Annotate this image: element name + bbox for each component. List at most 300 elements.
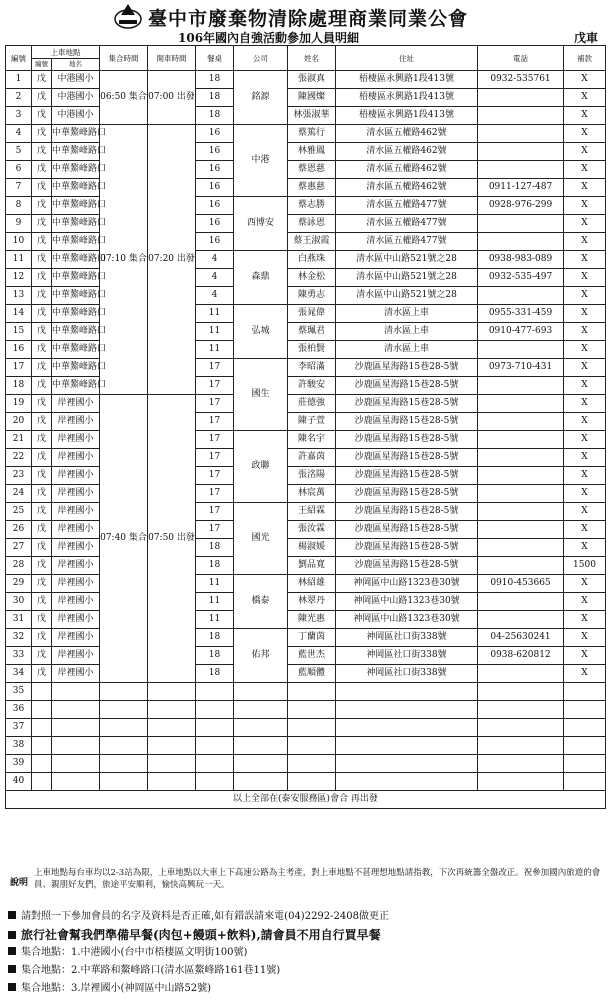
phone: 0928-976-299 [478, 197, 564, 215]
phone [478, 431, 564, 449]
table-row [6, 179, 606, 197]
pickup-name: 岸裡國小 [52, 485, 100, 503]
phone [478, 611, 564, 629]
extra-payment: X [564, 269, 606, 287]
pickup-code: 戊 [32, 179, 52, 197]
address: 神岡區中山路1323巷30號 [336, 593, 478, 611]
phone [478, 737, 564, 755]
depart-time: 07:50 出發 [148, 395, 196, 683]
pickup-code [32, 755, 52, 773]
person-name: 林張淑華 [288, 107, 336, 125]
col-header-pickup-name: 地名 [52, 59, 100, 71]
row-no: 9 [6, 215, 32, 233]
pickup-code: 戊 [32, 647, 52, 665]
notes-text: 上車地點每台車均以2-3站為限，上車地點以大車上下高速公路為主考產，對上車地點不甚理想地點請指教，下次再統籌全盤改正。祝參加國內旅遊的會員、親朋好友們，旅途平安順利，愉快高興玩一天。 [34, 868, 601, 890]
seat: 16 [196, 143, 234, 161]
extra-payment: X [564, 197, 606, 215]
company: 中港 [234, 125, 288, 197]
notes-label: 說明 [10, 878, 29, 888]
address: 沙鹿區星海路15巷28-5號 [336, 359, 478, 377]
table-row [6, 89, 606, 107]
pickup-name: 中華鰲峰路口 [52, 269, 100, 287]
company [234, 683, 288, 701]
person-name: 蔡惠慈 [288, 179, 336, 197]
assemble-time [100, 755, 148, 773]
address: 清水區五權路477號 [336, 233, 478, 251]
square-bullet-icon [8, 931, 16, 939]
pickup-code: 戊 [32, 251, 52, 269]
extra-payment: X [564, 71, 606, 89]
table-body [6, 71, 606, 791]
col-header-extra: 補款 [564, 46, 606, 71]
seat: 18 [196, 89, 234, 107]
extra-payment: X [564, 647, 606, 665]
pickup-name: 中華鰲峰路口 [52, 287, 100, 305]
company: 國光 [234, 503, 288, 575]
pickup-code: 戊 [32, 269, 52, 287]
person-name [288, 683, 336, 701]
extra-payment: X [564, 575, 606, 593]
pickup-name: 中華鰲峰路口 [52, 161, 100, 179]
table-row [6, 521, 606, 539]
phone: 0932-535761 [478, 71, 564, 89]
col-header-depart: 開車時間 [148, 46, 196, 71]
pickup-code: 戊 [32, 323, 52, 341]
extra-payment [564, 719, 606, 737]
person-name: 劉品寬 [288, 557, 336, 575]
extra-payment: X [564, 251, 606, 269]
extra-payment: X [564, 107, 606, 125]
table-row [6, 503, 606, 521]
col-header-phone: 電話 [478, 46, 564, 71]
row-no: 21 [6, 431, 32, 449]
phone: 0973-710-431 [478, 359, 564, 377]
pickup-name: 岸裡國小 [52, 665, 100, 683]
pickup-code: 戊 [32, 629, 52, 647]
person-name: 蔡志勝 [288, 197, 336, 215]
company: 弘城 [234, 305, 288, 359]
row-no: 4 [6, 125, 32, 143]
phone: 0910-453665 [478, 575, 564, 593]
person-name: 楊淑媛 [288, 539, 336, 557]
assemble-time [100, 719, 148, 737]
assemble-time [100, 737, 148, 755]
address: 沙鹿區星海路15巷28-5號 [336, 485, 478, 503]
pickup-code [32, 773, 52, 791]
address: 神岡區社口街338號 [336, 665, 478, 683]
table-row [6, 467, 606, 485]
seat: 11 [196, 323, 234, 341]
address: 清水區五權路462號 [336, 125, 478, 143]
table-row [6, 719, 606, 737]
pickup-name: 中港國小 [52, 89, 100, 107]
pickup-code: 戊 [32, 287, 52, 305]
pickup-name: 中華鰲峰路口 [52, 251, 100, 269]
row-no: 2 [6, 89, 32, 107]
extra-payment: X [564, 359, 606, 377]
person-name [288, 719, 336, 737]
seat: 11 [196, 575, 234, 593]
person-name: 陳勇志 [288, 287, 336, 305]
person-name: 陳國燦 [288, 89, 336, 107]
seat: 11 [196, 593, 234, 611]
person-name: 藍順體 [288, 665, 336, 683]
pickup-name: 岸裡國小 [52, 503, 100, 521]
extra-payment: X [564, 215, 606, 233]
pickup-code: 戊 [32, 71, 52, 89]
phone: 0911-127-487 [478, 179, 564, 197]
person-name: 林紹雄 [288, 575, 336, 593]
table-row [6, 665, 606, 683]
phone [478, 485, 564, 503]
phone [478, 773, 564, 791]
seat: 11 [196, 611, 234, 629]
seat: 17 [196, 431, 234, 449]
pickup-code [32, 683, 52, 701]
extra-payment: X [564, 179, 606, 197]
col-header-assemble: 集合時間 [100, 46, 148, 71]
extra-payment [564, 701, 606, 719]
row-no: 5 [6, 143, 32, 161]
company [234, 701, 288, 719]
person-name: 張汝霖 [288, 521, 336, 539]
table-row [6, 305, 606, 323]
table-row [6, 323, 606, 341]
person-name: 陳光惠 [288, 611, 336, 629]
extra-payment [564, 683, 606, 701]
phone: 0910-477-693 [478, 323, 564, 341]
seat: 18 [196, 629, 234, 647]
extra-payment: X [564, 449, 606, 467]
address [336, 701, 478, 719]
person-name: 張柏賢 [288, 341, 336, 359]
assemble-time [100, 773, 148, 791]
person-name: 陳名宇 [288, 431, 336, 449]
meeting-note: 以上全部在(泰安服務區)會合 再出發 [6, 791, 606, 809]
address: 梧棲區永興路1段413號 [336, 89, 478, 107]
extra-payment: X [564, 431, 606, 449]
person-name [288, 701, 336, 719]
extra-payment: X [564, 413, 606, 431]
address: 梧棲區永興路1段413號 [336, 107, 478, 125]
seat: 16 [196, 125, 234, 143]
pickup-code: 戊 [32, 143, 52, 161]
pickup-name: 岸裡國小 [52, 611, 100, 629]
row-no: 15 [6, 323, 32, 341]
person-name: 張晁偉 [288, 305, 336, 323]
table-row [6, 611, 606, 629]
row-no: 29 [6, 575, 32, 593]
depart-time: 07:20 出發 [148, 125, 196, 395]
company [234, 755, 288, 773]
table-row [6, 737, 606, 755]
pickup-name: 中港國小 [52, 71, 100, 89]
seat: 11 [196, 305, 234, 323]
person-name: 蔡篤行 [288, 125, 336, 143]
pickup-code [32, 701, 52, 719]
pickup-name [52, 683, 100, 701]
seat: 17 [196, 377, 234, 395]
row-no: 14 [6, 305, 32, 323]
depart-time: 07:00 出發 [148, 71, 196, 125]
extra-payment: X [564, 539, 606, 557]
address: 清水區中山路521號之28 [336, 269, 478, 287]
table-row [6, 215, 606, 233]
seat: 4 [196, 251, 234, 269]
phone: 0938-983-089 [478, 251, 564, 269]
pickup-name: 中華鰲峰路口 [52, 233, 100, 251]
table-row [6, 341, 606, 359]
extra-payment [564, 737, 606, 755]
person-name: 張淑真 [288, 71, 336, 89]
address: 神岡區社口街338號 [336, 629, 478, 647]
extra-payment: X [564, 323, 606, 341]
extra-payment: X [564, 521, 606, 539]
pickup-code: 戊 [32, 485, 52, 503]
address: 沙鹿區星海路15巷28-5號 [336, 467, 478, 485]
pickup-name: 中華鰲峰路口 [52, 125, 100, 143]
person-name: 蔡珮君 [288, 323, 336, 341]
person-name: 林翠丹 [288, 593, 336, 611]
row-no: 17 [6, 359, 32, 377]
seat: 17 [196, 395, 234, 413]
address: 沙鹿區星海路15巷28-5號 [336, 395, 478, 413]
col-header-seat: 餐桌 [196, 46, 234, 71]
table-row [6, 449, 606, 467]
pickup-code: 戊 [32, 593, 52, 611]
pickup-name: 中華鰲峰路口 [52, 143, 100, 161]
row-no: 24 [6, 485, 32, 503]
person-name: 丁蘭茵 [288, 629, 336, 647]
pickup-code: 戊 [32, 341, 52, 359]
address: 清水區上車 [336, 305, 478, 323]
table-row [6, 773, 606, 791]
row-no: 11 [6, 251, 32, 269]
square-bullet-icon [8, 911, 16, 919]
seat [196, 719, 234, 737]
seat [196, 737, 234, 755]
extra-payment [564, 773, 606, 791]
table-row [6, 485, 606, 503]
person-name: 莊德強 [288, 395, 336, 413]
phone: 0938-620812 [478, 647, 564, 665]
row-no: 19 [6, 395, 32, 413]
row-no: 28 [6, 557, 32, 575]
person-name: 許嘉茵 [288, 449, 336, 467]
row-no: 6 [6, 161, 32, 179]
pickup-code: 戊 [32, 125, 52, 143]
depart-time [148, 719, 196, 737]
address: 沙鹿區星海路15巷28-5號 [336, 377, 478, 395]
pickup-name [52, 755, 100, 773]
assemble-time: 07:10 集合 [100, 125, 148, 395]
extra-payment: X [564, 161, 606, 179]
table-row [6, 197, 606, 215]
address [336, 773, 478, 791]
phone [478, 683, 564, 701]
assemble-time: 07:40 集合 [100, 395, 148, 683]
table-row [6, 683, 606, 701]
table-row [6, 431, 606, 449]
pickup-name: 岸裡國小 [52, 413, 100, 431]
address: 清水區上車 [336, 341, 478, 359]
org-title: 臺中市廢棄物清除處理商業同業公會 [148, 8, 469, 30]
pickup-code: 戊 [32, 161, 52, 179]
row-no: 12 [6, 269, 32, 287]
company [234, 773, 288, 791]
table-row [6, 575, 606, 593]
seat: 16 [196, 179, 234, 197]
seat: 4 [196, 287, 234, 305]
company: 森鼎 [234, 251, 288, 305]
pickup-name: 中華鰲峰路口 [52, 377, 100, 395]
pickup-name: 中華鰲峰路口 [52, 305, 100, 323]
address: 神岡區社口街338號 [336, 647, 478, 665]
row-no: 18 [6, 377, 32, 395]
pickup-name: 中華鰲峰路口 [52, 341, 100, 359]
pickup-name: 岸裡國小 [52, 467, 100, 485]
company: 國生 [234, 359, 288, 431]
phone: 0932-535-497 [478, 269, 564, 287]
info-list [8, 908, 608, 998]
assemble-time [100, 683, 148, 701]
info-list-text: 旅行社會幫我們準備早餐(肉包+饅頭+飲料),請會員不用自行買早餐 [21, 928, 381, 942]
person-name: 陳子萱 [288, 413, 336, 431]
seat: 16 [196, 215, 234, 233]
pickup-name: 岸裡國小 [52, 431, 100, 449]
pickup-name [52, 701, 100, 719]
extra-payment: X [564, 125, 606, 143]
pickup-name: 岸裡國小 [52, 521, 100, 539]
phone [478, 539, 564, 557]
seat: 18 [196, 539, 234, 557]
info-list-text: 請對照一下參加會員的名字及資料是否正確,如有錯誤請來電(04)2292-2408做更正 [21, 911, 389, 922]
address: 清水區中山路521號之28 [336, 251, 478, 269]
extra-payment: X [564, 233, 606, 251]
row-no: 27 [6, 539, 32, 557]
square-bullet-icon [8, 947, 16, 955]
row-no: 40 [6, 773, 32, 791]
table-row [6, 125, 606, 143]
row-no: 34 [6, 665, 32, 683]
pickup-name [52, 737, 100, 755]
phone [478, 719, 564, 737]
col-header-address: 住址 [336, 46, 478, 71]
pickup-name: 岸裡國小 [52, 539, 100, 557]
person-name: 林雅鳳 [288, 143, 336, 161]
seat [196, 755, 234, 773]
extra-payment: X [564, 377, 606, 395]
phone [478, 503, 564, 521]
info-list-text: 集合地點：2.中華路和鰲峰路口(清水區鰲峰路161巷11號) [21, 965, 281, 976]
seat: 18 [196, 107, 234, 125]
table-row [6, 593, 606, 611]
address: 清水區五權路462號 [336, 143, 478, 161]
pickup-name: 中華鰲峰路口 [52, 215, 100, 233]
table-row [6, 287, 606, 305]
phone [478, 161, 564, 179]
depart-time [148, 773, 196, 791]
person-name: 許駿安 [288, 377, 336, 395]
phone [478, 395, 564, 413]
seat: 17 [196, 449, 234, 467]
pickup-name: 岸裡國小 [52, 647, 100, 665]
phone [478, 701, 564, 719]
table-row [6, 701, 606, 719]
row-no: 1 [6, 71, 32, 89]
address: 清水區五權路462號 [336, 161, 478, 179]
table-row [6, 161, 606, 179]
phone [478, 467, 564, 485]
seat: 16 [196, 161, 234, 179]
association-logo-icon [114, 2, 142, 30]
table-row [6, 539, 606, 557]
company: 橋泰 [234, 575, 288, 629]
address: 沙鹿區星海路15巷28-5號 [336, 521, 478, 539]
address: 神岡區中山路1323巷30號 [336, 611, 478, 629]
extra-payment: X [564, 503, 606, 521]
address: 沙鹿區星海路15巷28-5號 [336, 503, 478, 521]
seat [196, 701, 234, 719]
address [336, 737, 478, 755]
extra-payment [564, 755, 606, 773]
pickup-code: 戊 [32, 395, 52, 413]
extra-payment: X [564, 665, 606, 683]
table-row [6, 251, 606, 269]
seat: 16 [196, 233, 234, 251]
info-list-item [8, 908, 608, 926]
assemble-time: 06:50 集合 [100, 71, 148, 125]
seat: 18 [196, 647, 234, 665]
seat: 17 [196, 413, 234, 431]
col-header-company: 公司 [234, 46, 288, 71]
col-header-pickup-no: 編號 [32, 59, 52, 71]
company: 西博安 [234, 197, 288, 251]
address [336, 755, 478, 773]
table-row [6, 71, 606, 89]
pickup-code: 戊 [32, 377, 52, 395]
seat: 11 [196, 341, 234, 359]
extra-payment: X [564, 629, 606, 647]
document-subtitle: 106年國內自強活動參加人員明細 [178, 31, 360, 45]
pickup-code: 戊 [32, 89, 52, 107]
person-name: 蔡詠恩 [288, 215, 336, 233]
seat: 18 [196, 665, 234, 683]
pickup-code: 戊 [32, 521, 52, 539]
pickup-name: 岸裡國小 [52, 575, 100, 593]
table-row [6, 359, 606, 377]
address: 清水區中山路521號之28 [336, 287, 478, 305]
company [234, 737, 288, 755]
person-name: 藍世杰 [288, 647, 336, 665]
row-no: 33 [6, 647, 32, 665]
row-no: 22 [6, 449, 32, 467]
square-bullet-icon [8, 965, 16, 973]
document-header [0, 0, 612, 44]
table-row [6, 413, 606, 431]
info-list-item [8, 980, 608, 998]
phone: 0955-331-459 [478, 305, 564, 323]
pickup-name: 中華鰲峰路口 [52, 323, 100, 341]
company: 佑邦 [234, 629, 288, 683]
table-row [6, 557, 606, 575]
person-name: 林宸萬 [288, 485, 336, 503]
person-name: 蔡恩慈 [288, 161, 336, 179]
table-row [6, 629, 606, 647]
person-name: 王紹霖 [288, 503, 336, 521]
address: 梧棲區永興路1段413號 [336, 71, 478, 89]
row-no: 16 [6, 341, 32, 359]
